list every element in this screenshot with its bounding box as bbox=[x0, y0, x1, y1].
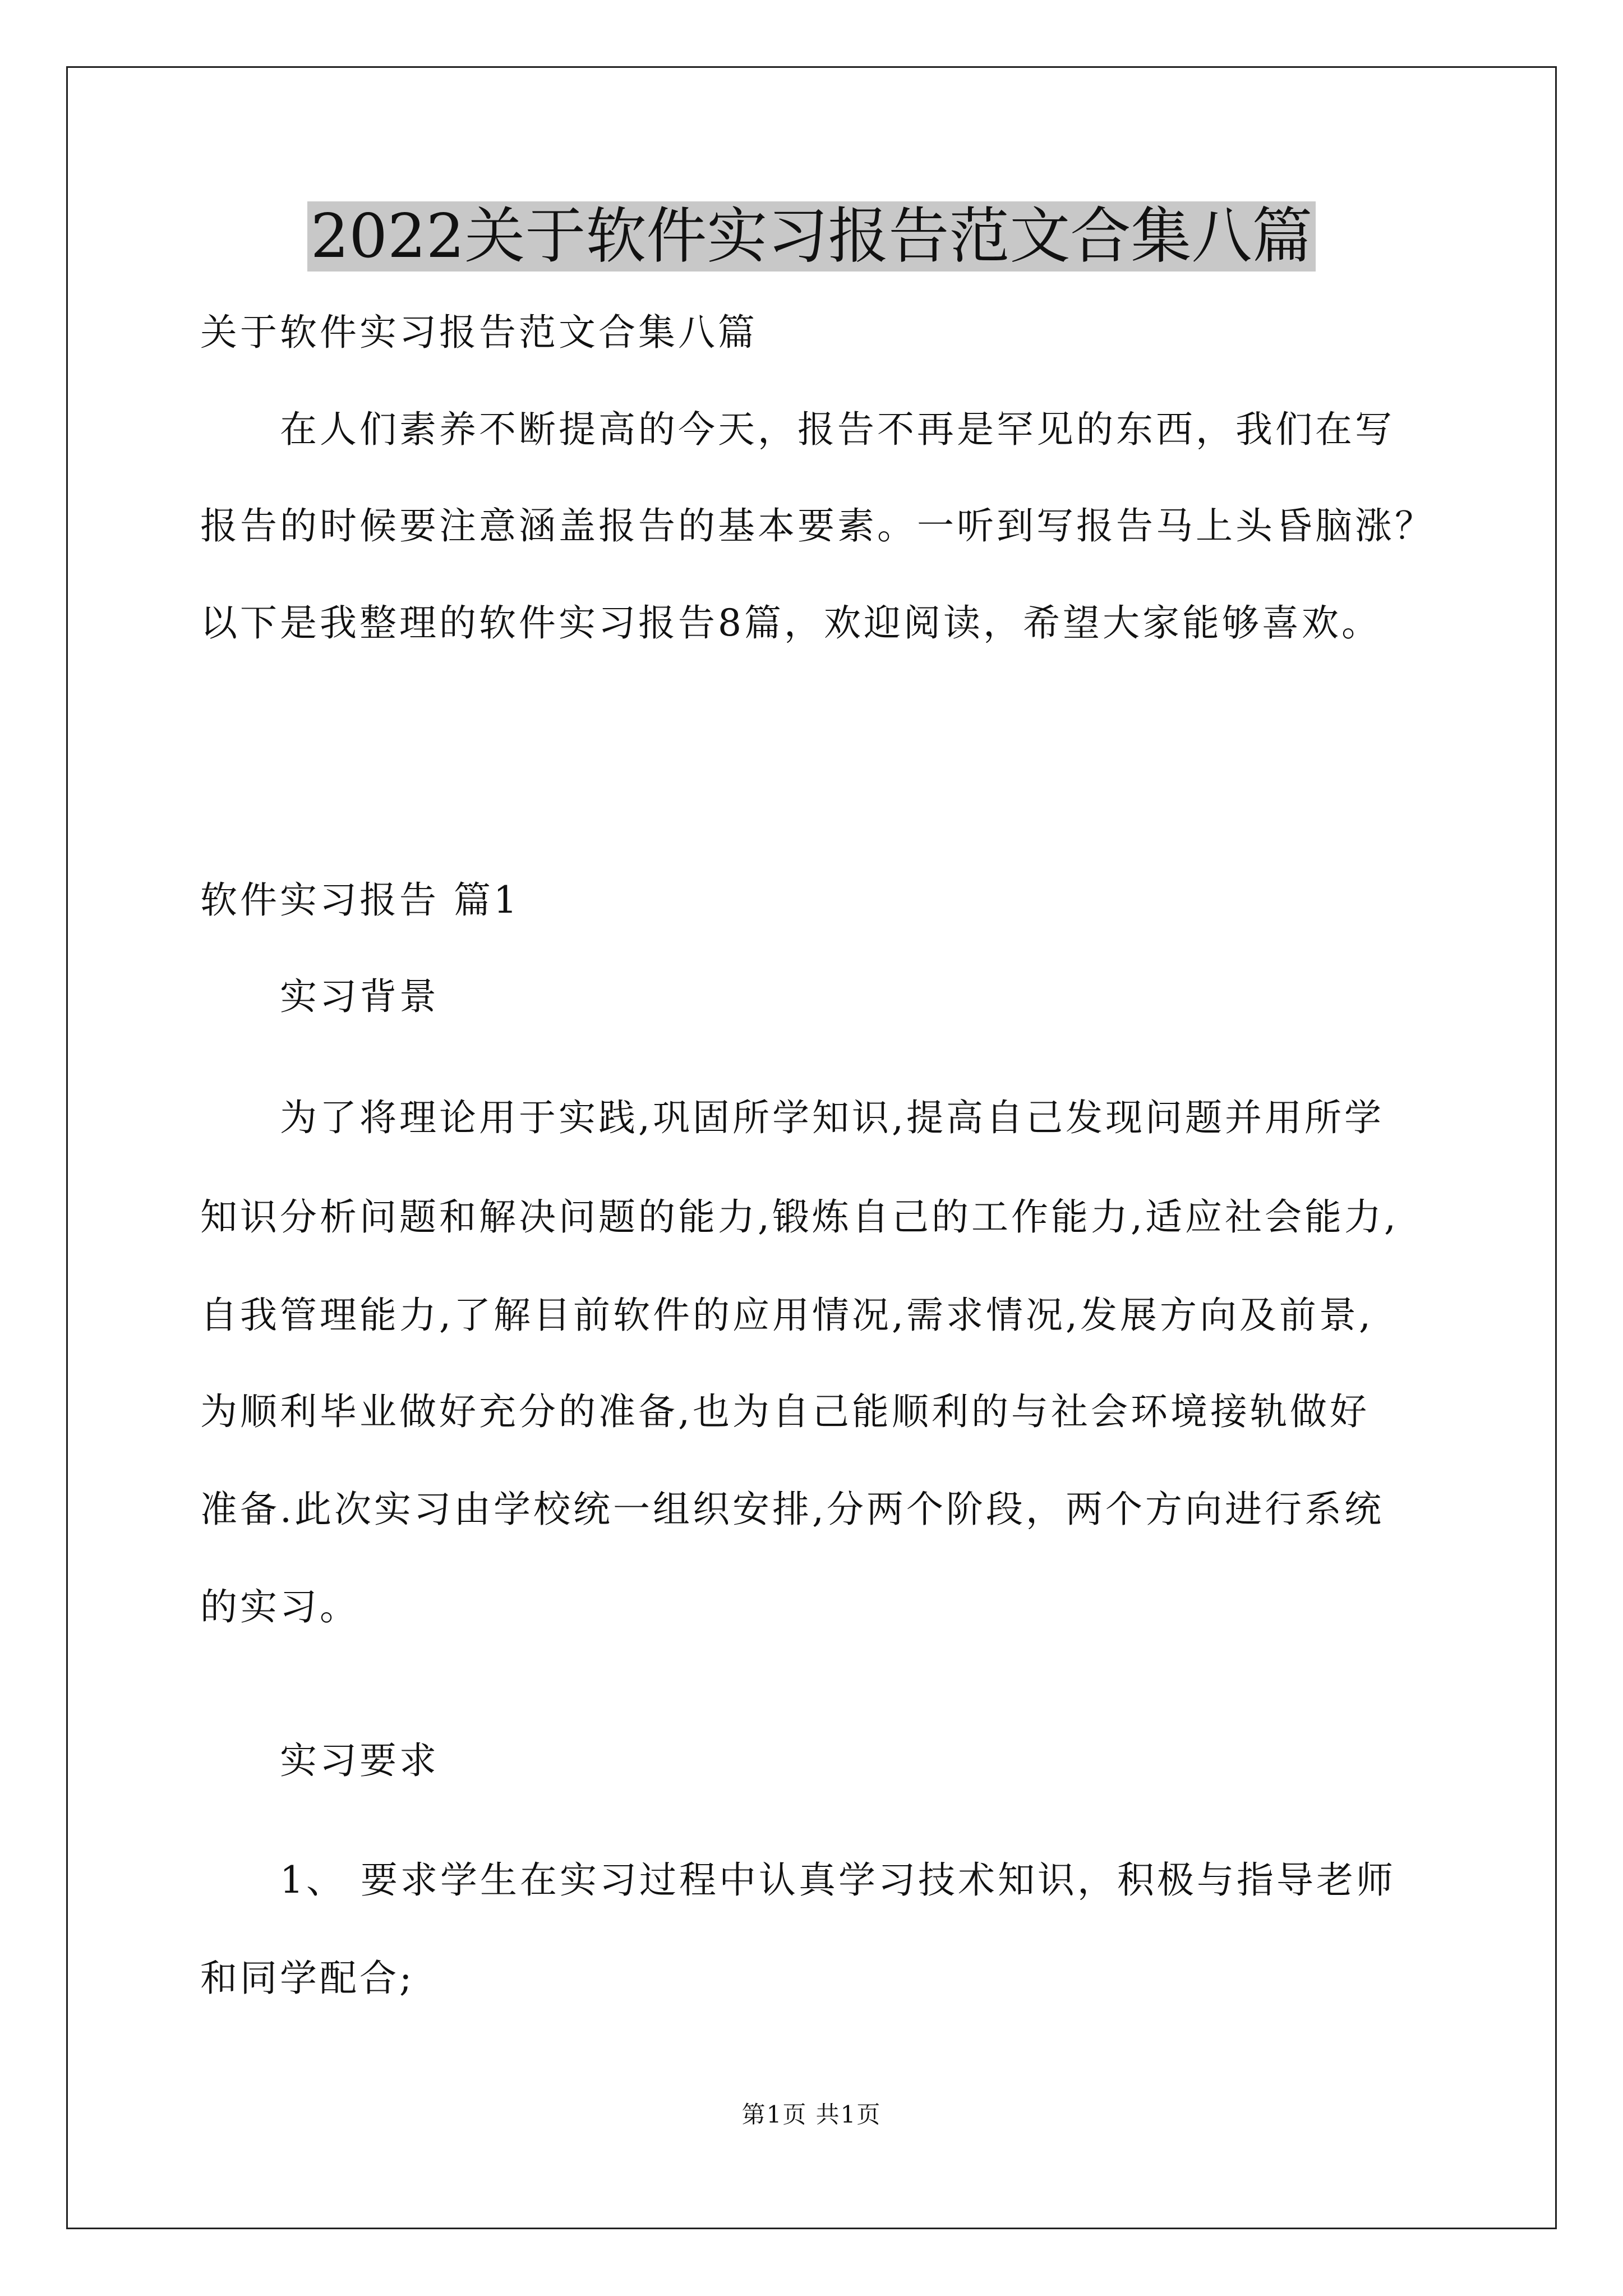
document-title bbox=[0, 197, 1623, 276]
subtitle: 关于软件实习报告范文合集八篇 bbox=[200, 311, 758, 354]
background-line-5: 准备.此次实习由学校统一组织安排,分两个阶段，两个方向进行系统 bbox=[200, 1488, 1384, 1531]
intro-line-3: 以下是我整理的软件实习报告8篇，欢迎阅读，希望大家能够喜欢。 bbox=[200, 601, 1381, 645]
requirement-1-line-1: 1、 要求学生在实习过程中认真学习技术知识，积极与指导老师 bbox=[280, 1858, 1396, 1902]
background-line-2: 知识分析问题和解决问题的能力,锻炼自己的工作能力,适应社会能力, bbox=[200, 1195, 1399, 1239]
background-line-1: 为了将理论用于实践,巩固所学知识,提高自己发现问题并用所学 bbox=[280, 1096, 1384, 1139]
background-line-3: 自我管理能力,了解目前软件的应用情况,需求情况,发展方向及前景, bbox=[200, 1294, 1373, 1337]
background-heading: 实习背景 bbox=[280, 975, 439, 1018]
document-title-text: 2022关于软件实习报告范文合集八篇 bbox=[307, 201, 1316, 272]
requirements-heading: 实习要求 bbox=[280, 1739, 439, 1782]
page-footer: 第1页 共1页 bbox=[741, 2101, 882, 2128]
section-heading: 软件实习报告 篇1 bbox=[200, 878, 520, 922]
intro-line-1: 在人们素养不断提高的今天，报告不再是罕见的东西，我们在写 bbox=[280, 408, 1395, 451]
background-line-6: 的实习。 bbox=[200, 1585, 359, 1628]
requirement-1-line-2: 和同学配合; bbox=[200, 1957, 415, 2000]
background-line-4: 为顺利毕业做好充分的准备,也为自己能顺利的与社会环境接轨做好 bbox=[200, 1390, 1370, 1433]
intro-line-2: 报告的时候要注意涵盖报告的基本要素。一听到写报告马上头昏脑涨？ bbox=[200, 504, 1435, 547]
